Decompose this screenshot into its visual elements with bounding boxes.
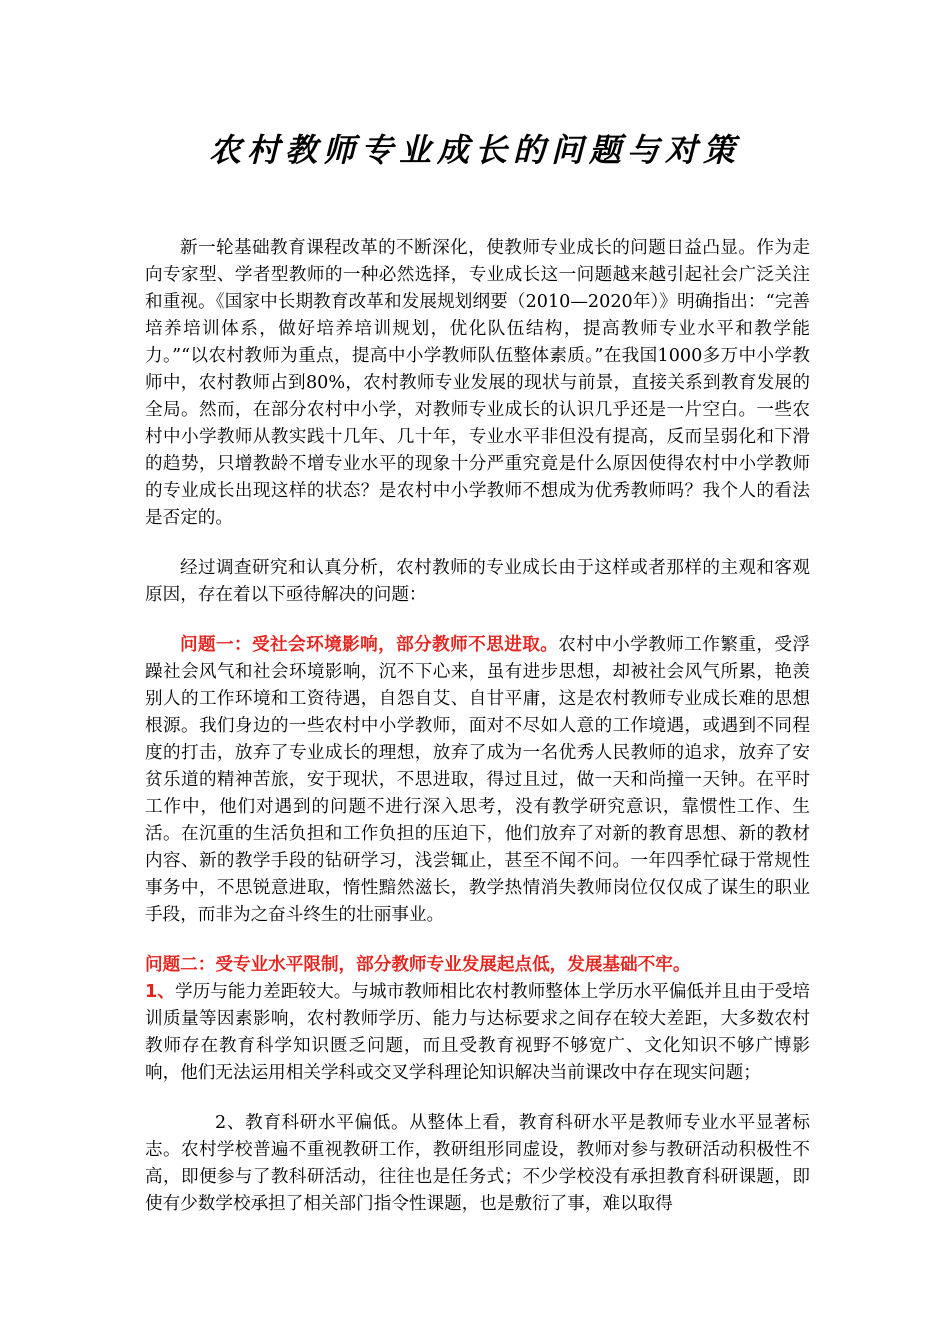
document-title: 农村教师专业成长的问题与对策 [208, 131, 741, 169]
item-one-body: 学历与能力差距较大。与城市教师相比农村教师整体上学历水平偏低并且由于受培训质量等因素影响，农村教师学历、能力与达标要求之间存在较大差距，大多数农村教师存在教育科学知识匮乏问题，而且受教育视野不够宽广、文化知识不够广博影响，他们无法运用相关学科或交叉学科理论知识解决当前课改中存在现实问题； [145, 982, 810, 1083]
paragraph-intro: 新一轮基础教育课程改革的不断深化，使教师专业成长的问题日益凸显。作为走向专家型、学者型教师的一种必然选择，专业成长这一问题越来越引起社会广泛关注和重视。《国家中长期教育改革和发展规划纲要（2010—2020年）》明确指出：“完善培养培训体系，做好培养培训规划，优化队伍结构，提高教师专业水平和教学能力。”“以农村教师为重点，提高中小学教师队伍整体素质。”在我国1000多万中小学教师中，农村教师占到80%，农村教师专业发展的现状与前景，直接关系到教育发展的全局。然而，在部分农村中小学，对教师专业成长的认识几乎还是一片空白。一些农村中小学教师从教实践十几年、几十年，专业水平非但没有提高，反而呈弱化和下滑的趋势，只增教龄不增专业水平的现象十分严重究竟是什么原因使得农村中小学教师的专业成长出现这样的状态？是农村中小学教师不想成为优秀教师吗？我个人的看法是否定的。 [145, 238, 810, 528]
problem-one-body: 农村中小学教师工作繁重，受浮躁社会风气和社会环境影响，沉不下心来，虽有进步思想，却被社会风气所累，艳羡别人的工作环境和工资待遇，自怨自艾、自甘平庸，这是农村教师专业成长难的思想根源。我们身边的一些农村中小学教师，面对不尽如人意的工作境遇，或遇到不同程度的打击，放弃了专业成长的理想，放弃了成为一名优秀人民教师的追求，放弃了安贫乐道的精神苦旅，安于现状，不思进取，得过且过，做一天和尚撞一天钟。在平时工作中，他们对遇到的问题不进行深入思考，没有教学研究意识，靠惯性工作、生活。在沉重的生活负担和工作负担的压迫下，他们放弃了对新的教育思想、新的教材内容、新的教学手段的钻研学习，浅尝辄止，甚至不闻不问。一年四季忙碌于常规性事务中，不思锐意进取，惰性黯然滋长，教学热情消失教师岗位仅仅成了谋生的职业手段，而非为之奋斗终生的壮丽事业。 [145, 635, 810, 925]
problem-one-heading: 问题一：受社会环境影响，部分教师不思进取。 [180, 635, 559, 655]
document-body [145, 235, 810, 1218]
problem-two-heading: 问题二：受专业水平限制，部分教师专业发展起点低，发展基础不牢。 [145, 955, 691, 975]
item-one-number: 1、 [145, 982, 175, 1002]
paragraph-problems-intro: 经过调查研究和认真分析，农村教师的专业成长由于这样或者那样的主观和客观原因，存在着以下亟待解决的问题： [145, 558, 810, 605]
paragraph-problem-two-item-one [145, 979, 810, 1087]
paragraph-problem-one [145, 632, 810, 929]
paragraph-problem-two-item-two: 2、教育科研水平偏低。从整体上看，教育科研水平是教师专业水平显著标志。农村学校普遍不重视教研工作，教研组形同虚设，教师对参与教研活动积极性不高，即便参与了教科研活动，往往也是任务式；不少学校没有承担教育科研课题，即使有少数学校承担了相关部门指令性课题，也是敷衍了事，难以取得 [145, 1113, 810, 1214]
